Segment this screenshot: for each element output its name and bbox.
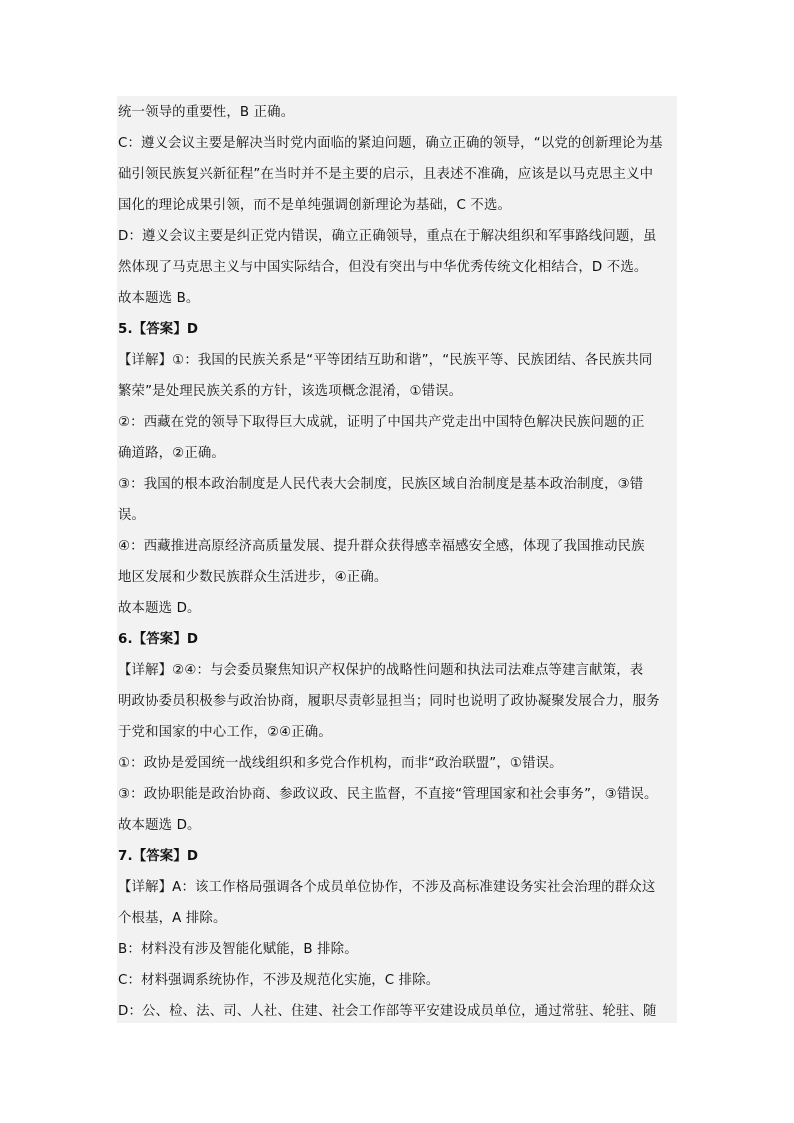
text-line: ①：政协是爱国统一战线组织和多党合作机构，而非“政治联盟”，①错误。: [118, 756, 563, 771]
text-line: ③：我国的根本政治制度是人民代表大会制度，民族区域自治制度是基本政治制度，③错: [118, 477, 644, 492]
text-line: ④：西藏推进高原经济高质量发展、提升群众获得感幸福感安全感，体现了我国推动民族: [118, 539, 645, 554]
text-line: 明政协委员积极参与政治协商，履职尽责彰显担当；同时也说明了政协凝聚发展合力，服务: [118, 694, 660, 709]
text-line: 个根基，A 排除。: [118, 911, 227, 926]
text-line: C：遵义会议主要是解决当时党内面临的紧迫问题，确立正确的领导，“以党的创新理论为基: [118, 136, 663, 151]
text-line: ③：政协职能是政治协商、参政议政、民主监督，不直接“管理国家和社会事务”，③错误。: [118, 787, 658, 802]
text-line: 5.【答案】D: [118, 322, 199, 337]
text-line: C：材料强调系统协作，不涉及规范化实施，C 排除。: [118, 973, 440, 988]
text-line: 地区发展和少数民族群众生活进步，④正确。: [118, 570, 388, 585]
text-line: 故本题选 B。: [118, 291, 200, 306]
text-line: 确道路，②正确。: [118, 446, 225, 461]
text-line: 然体现了马克思主义与中国实际结合，但没有突出与中华优秀传统文化相结合，D 不选。: [118, 260, 648, 275]
text-line: 于党和国家的中心工作，②④正确。: [118, 725, 332, 740]
text-line: B：材料没有涉及智能化赋能，B 排除。: [118, 942, 358, 957]
text-line: D：遵义会议主要是纠正党内错误，确立正确领导，重点在于解决组织和军事路线问题，虽: [118, 229, 657, 244]
text-line: 繁荣”是处理民族关系的方针，该选项概念混淆，①错误。: [118, 384, 463, 399]
text-line: 误。: [118, 508, 146, 523]
text-line: 【详解】A：该工作格局强调各个成员单位协作，不涉及高标准建设务实社会治理的群众这: [118, 880, 656, 895]
text-line: D：公、检、法、司、人社、住建、社会工作部等平安建设成员单位，通过常驻、轮驻、随: [118, 1004, 657, 1019]
text-line: 【详解】①：我国的民族关系是“平等团结互助和谐”，“民族平等、民族团结、各民族共同: [118, 353, 653, 368]
text-line: 7.【答案】D: [118, 849, 199, 864]
text-line: ②：西藏在党的领导下取得巨大成就，证明了中国共产党走出中国特色解决民族问题的正: [118, 415, 645, 430]
text-line: 础引领民族复兴新征程”在当时并不是主要的启示，且表述不准确，应该是以马克思主义中: [118, 167, 654, 182]
text-line: 【详解】②④：与会委员聚焦知识产权保护的战略性问题和执法司法难点等建言献策，表: [118, 663, 644, 678]
text-line: 统一领导的重要性，B 正确。: [118, 105, 295, 120]
text-line: 故本题选 D。: [118, 818, 201, 833]
text-line: 国化的理论成果引领，而不是单纯强调创新理论为基础，C 不选。: [118, 198, 512, 213]
text-line: 6.【答案】D: [118, 632, 199, 647]
text-line: 故本题选 D。: [118, 601, 201, 616]
